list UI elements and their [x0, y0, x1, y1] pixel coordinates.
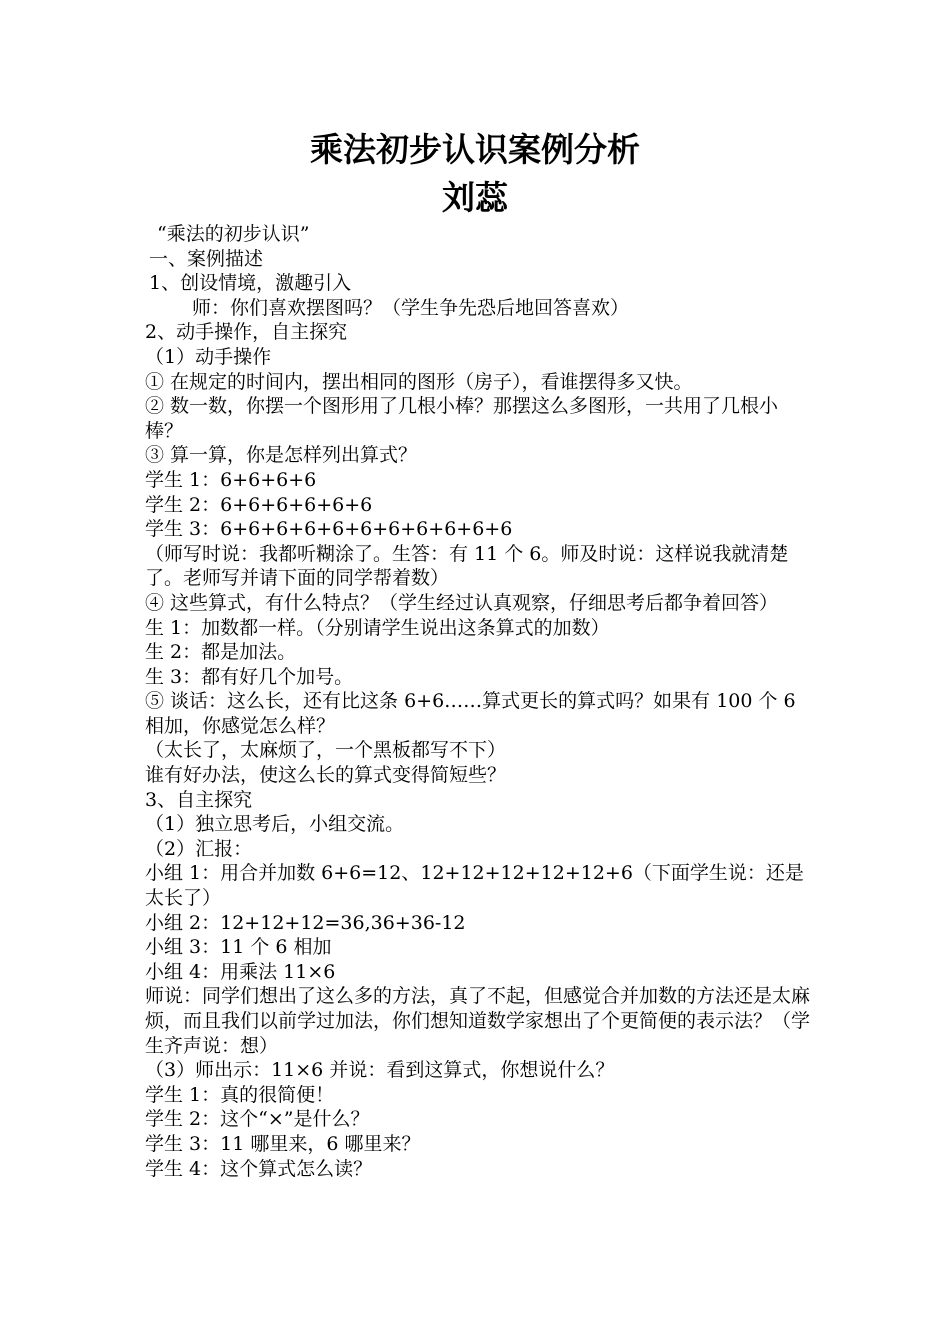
paragraph: （1）动手操作: [145, 345, 272, 368]
document-body: [145, 222, 810, 1181]
paragraph: ① 在规定的时间内，摆出相同的图形（房子），看谁摆得多又快。: [145, 370, 693, 393]
document-title: 乘法初步认识案例分析: [310, 130, 640, 169]
paragraph: 学生 2：6+6+6+6+6+6: [145, 493, 373, 516]
document-author: 刘蕊: [442, 178, 508, 217]
subsection-heading: 2、动手操作，自主探究: [145, 321, 348, 344]
paragraph: （2）汇报：: [145, 837, 253, 860]
paragraph: ④ 这些算式，有什么特点？（学生经过认真观察，仔细思考后都争着回答）: [145, 591, 779, 614]
paragraph: 学生 3：6+6+6+6+6+6+6+6+6+6+6: [145, 518, 513, 541]
paragraph: ⑤ 谈话：这么长，还有比这条 6+6……算式更长的算式吗？如果有 100 个 6 相加，你感觉怎么样？: [145, 690, 796, 737]
paragraph: （师写时说：我都听糊涂了。生答：有 11 个 6。师及时说：这样说我就清楚了。老师写并请下面的同学帮着数）: [145, 542, 789, 590]
paragraph: 小组 4：用乘法 11×6: [145, 960, 336, 983]
paragraph: 学生 1：6+6+6+6: [145, 468, 317, 491]
paragraph: 小组 3：11 个 6 相加: [145, 936, 332, 959]
paragraph: 生 1：加数都一样。（分别请学生说出这条算式的加数）: [145, 616, 610, 639]
paragraph: （太长了，太麻烦了，一个黑板都写不下）: [145, 739, 507, 762]
paragraph: 学生 2：这个“×”是什么？: [145, 1108, 370, 1131]
paragraph: 学生 3：11 哪里来，6 哪里来？: [145, 1132, 421, 1155]
subsection-heading: 3、自主探究: [145, 788, 253, 811]
paragraph: ② 数一数，你摆一个图形用了几根小棒？那摆这么多图形，一共用了几根小棒？: [145, 395, 779, 442]
paragraph: 师：你们喜欢摆图吗？（学生争先恐后地回答喜欢）: [192, 296, 630, 319]
paragraph: 小组 1：用合并加数 6+6=12、12+12+12+12+12+6（下面学生说：还是太长了）: [145, 862, 804, 910]
paragraph: （3）师出示：11×6 并说：看到这算式，你想说什么？: [145, 1059, 615, 1082]
paragraph: 学生 4：这个算式怎么读？: [145, 1157, 373, 1180]
paragraph: （1）独立思考后，小组交流。: [145, 813, 405, 836]
paragraph: 谁有好办法，使这么长的算式变得简短些？: [145, 764, 507, 787]
lesson-topic: “乘法的初步认识”: [157, 223, 310, 245]
paragraph: 生 2：都是加法。: [145, 641, 297, 664]
paragraph: ③ 算一算，你是怎样列出算式？: [145, 444, 418, 467]
paragraph: 生 3：都有好几个加号。: [145, 665, 354, 688]
subsection-heading: 1、创设情境，激趣引入: [149, 272, 352, 295]
section-heading: 一、案例描述: [149, 247, 264, 270]
paragraph: 小组 2：12+12+12=36,36+36-12: [145, 911, 466, 934]
paragraph: 学生 1：真的很简便！: [145, 1083, 335, 1106]
paragraph: 师说：同学们想出了这么多的方法，真了不起，但感觉合并加数的方法还是太麻烦，而且我们以前学过加法，你们想知道数学家想出了个更简便的表示法？（学生齐声说：想）: [145, 985, 811, 1057]
